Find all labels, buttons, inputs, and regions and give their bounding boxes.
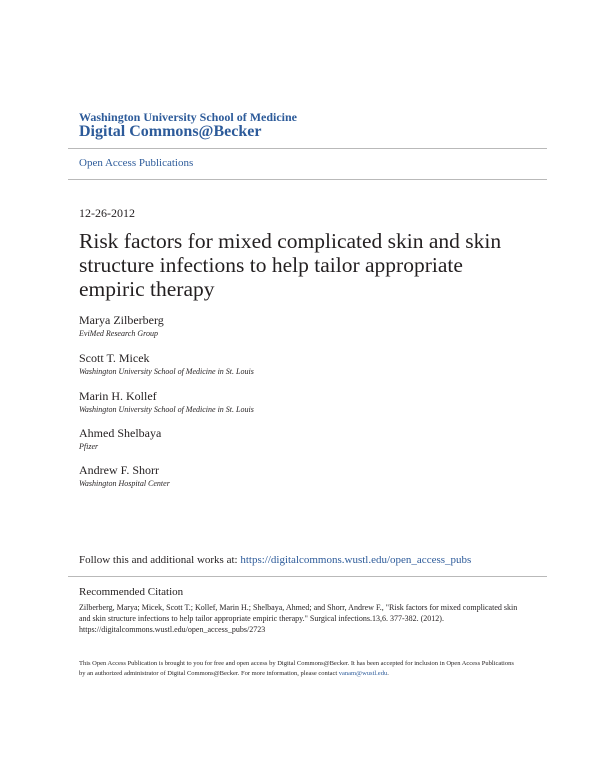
author-affiliation: Washington University School of Medicine in St. Louis bbox=[79, 367, 254, 376]
article-title: Risk factors for mixed complicated skin and skin structure infections to help tailor appropriate empiric therapy bbox=[79, 229, 502, 301]
author-block bbox=[79, 313, 164, 339]
collection-link[interactable]: https://digitalcommons.wustl.edu/open_access_pubs bbox=[240, 554, 472, 566]
author-block bbox=[79, 426, 161, 452]
divider-top bbox=[68, 148, 547, 149]
institution-name[interactable]: Washington University School of Medicine bbox=[79, 110, 298, 124]
author-name: Andrew F. Shorr bbox=[79, 463, 160, 477]
divider-series bbox=[68, 179, 547, 180]
recommended-citation-heading: Recommended Citation bbox=[79, 586, 184, 598]
author-name: Marin H. Kollef bbox=[79, 389, 157, 403]
author-name: Marya Zilberberg bbox=[79, 313, 164, 327]
series-link[interactable]: Open Access Publications bbox=[79, 157, 194, 169]
recommended-citation-text: Zilberberg, Marya; Micek, Scott T.; Kollef, Marin H.; Shelbaya, Ahmed; and Shorr, Andrew F., "Risk factors for mixed complicated skin and skin structure infections to help tailor appropriate empiric therapy." Surgical infections.13,6. 377-382. (2012). https://digitalcommons.wustl.edu/open_access_pubs/2723 bbox=[79, 603, 518, 634]
author-affiliation: Washington University School of Medicine in St. Louis bbox=[79, 405, 254, 414]
contact-email-link[interactable]: vanam@wustl.edu bbox=[338, 670, 388, 677]
author-block bbox=[79, 351, 254, 377]
author-name: Ahmed Shelbaya bbox=[79, 426, 162, 440]
author-affiliation: EviMed Research Group bbox=[79, 329, 158, 338]
author-block bbox=[79, 389, 254, 415]
author-affiliation: Pfizer bbox=[79, 442, 99, 451]
author-affiliation: Washington Hospital Center bbox=[79, 479, 170, 488]
footer-notice bbox=[79, 659, 519, 679]
repository-name[interactable]: Digital Commons@Becker bbox=[79, 123, 262, 140]
publication-date: 12-26-2012 bbox=[79, 206, 135, 220]
author-name: Scott T. Micek bbox=[79, 351, 150, 365]
follow-text: Follow this and additional works at: bbox=[79, 554, 241, 566]
footer-text: This Open Access Publication is brought to you for free and open access by Digital Commons@Becker. It has been accepted for inclusion in Open Access Publications by an authorized administrator of Digital Commons@Becker. For more information, please contact bbox=[79, 660, 514, 677]
divider-citation bbox=[68, 576, 547, 577]
footer-end: . bbox=[387, 670, 389, 677]
author-block bbox=[79, 463, 170, 489]
follow-line bbox=[79, 554, 471, 567]
